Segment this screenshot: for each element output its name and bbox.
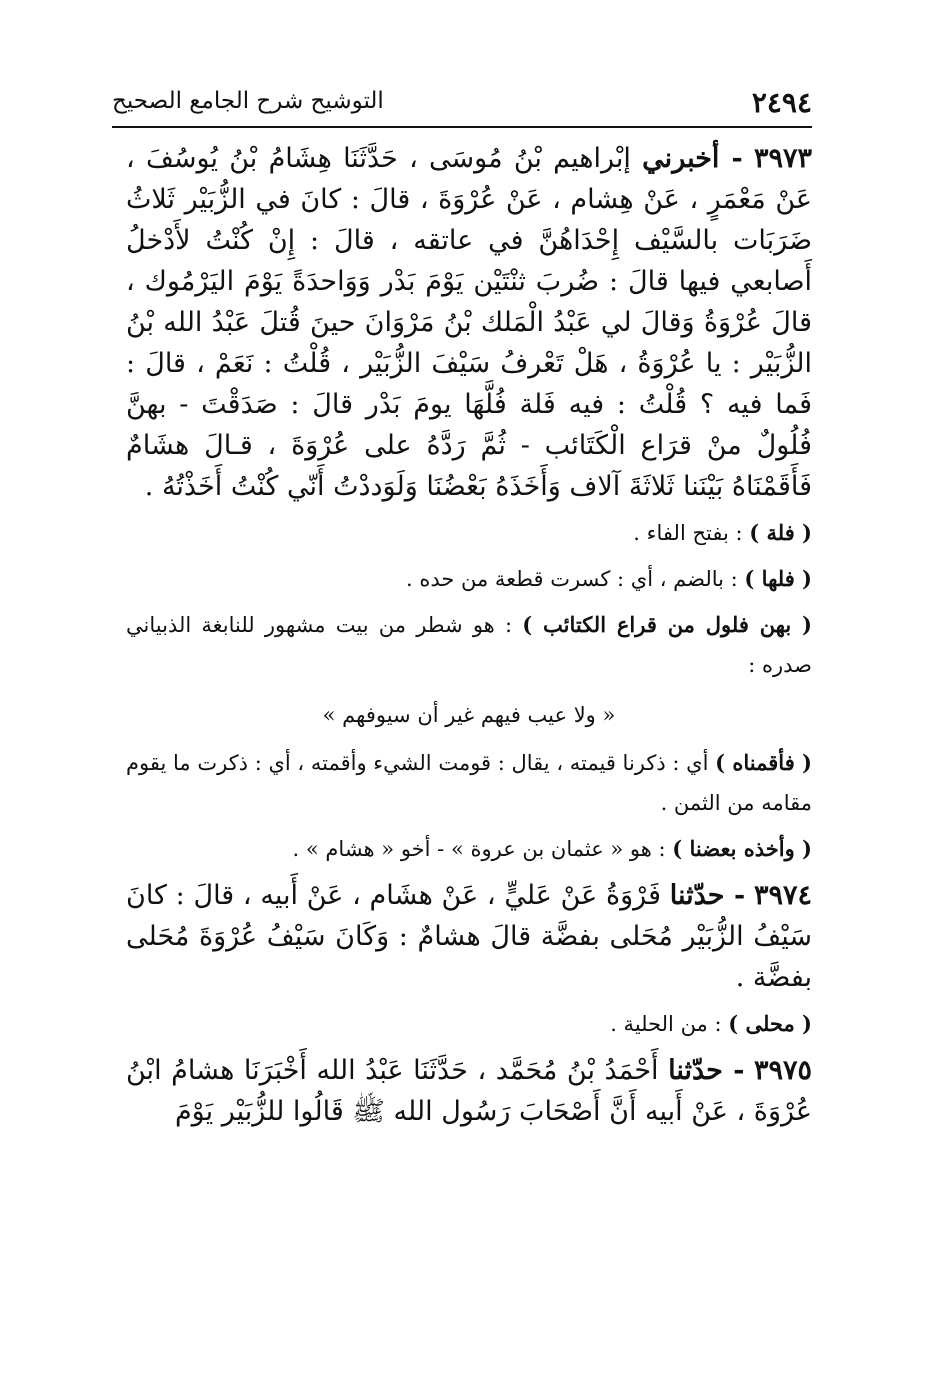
running-title: التوشيح شرح الجامع الصحيح <box>112 88 384 114</box>
commentary-note <box>126 829 812 869</box>
note-text: : من الحلية . <box>610 1012 729 1036</box>
note-term: ( بهن فلول من قراع الكتائب ) <box>522 612 812 637</box>
commentary-note <box>126 559 812 599</box>
note-term: ( وأخذه بعضنا ) <box>672 836 812 861</box>
note-text: : هو « عثمان بن عروة » - أخو « هشام » . <box>292 837 673 861</box>
commentary-note <box>126 513 812 553</box>
hadith-3973: ٣٩٧٣ - أخبرني إبْراهيم بْنُ مُوسَى ، حَدَّثَنَا هِشَامُ بْنُ يُوسُفَ ، عَنْ مَعْمَرٍ ، عَنْ هِشام ، عَنْ عُرْوَةَ ، قالَ : كانَ في الزُّبَيْر ثَلاثُ ضَرَبَات بالسَّيْف إِحْدَاهُنَّ في عاتقه ، قالَ : إِنْ كُنْتُ لأَدْخلُ أَصابعي فيها قالَ : ضُربَ ثنْتَيْن يَوْمَ بَدْر وَوَاحدَةً يَوْمَ اليَرْمُوك ، قالَ عُرْوَةُ وَقالَ لي عَبْدُ الْمَلك بْنُ مَرْوَانَ حينَ قُتلَ عَبْدُ الله بْنُ الزُّبَيْر : يا عُرْوَةُ ، هَلْ تَعْرفُ سَيْفَ الزُّبَيْر ، قُلْتُ : نَعَمْ ، قالَ : فَما فيه ؟ قُلْتُ : فيه فَلة فُلَّهَا يومَ بَدْر قالَ : صَدَقْتَ - بهنَّ فُلُولٌ منْ قرَاع الْكَتَائب - ثُمَّ رَدَّهُ على عُرْوَةَ ، قـالَ هشَامٌ فَأَقَمْنَاهُ بَيْنَنا ثَلاثَةَ آلاف وَأَخَذَهُ بَعْضُنَا وَلَوَددْتُ أَنّي كُنْتُ أَخَذْتُهُ . <box>126 143 812 502</box>
note-term: ( فلها ) <box>744 566 812 591</box>
hadith-text: إبْراهيم بْنُ مُوسَى ، حَدَّثَنَا هِشَامُ بْنُ يُوسُفَ ، عَنْ مَعْمَرٍ ، عَنْ هِشام ، عَنْ عُرْوَةَ ، قالَ : كانَ في الزُّبَيْر ثَلاثُ ضَرَبَات بالسَّيْف إِحْدَاهُنَّ في عاتقه ، قالَ : إِنْ كُنْتُ لأَدْخلُ أَصابعي فيها قالَ : ضُربَ ثنْتَيْن يَوْمَ بَدْر وَوَاحدَةً يَوْمَ اليَرْمُوك ، قالَ عُرْوَةُ وَقالَ لي عَبْدُ الْمَلك بْنُ مَرْوَانَ حينَ قُتلَ عَبْدُ الله بْنُ الزُّبَيْر : يا عُرْوَةُ ، هَلْ تَعْرفُ سَيْفَ الزُّبَيْر ، قُلْتُ : نَعَمْ ، قالَ : فَما فيه ؟ قُلْتُ : فيه فَلة فُلَّهَا يومَ بَدْر قالَ : صَدَقْتَ - بهنَّ فُلُولٌ منْ قرَاع الْكَتَائب - ثُمَّ رَدَّهُ على عُرْوَةَ ، قـالَ هشَامٌ فَأَقَمْنَاهُ بَيْنَنا ثَلاثَةَ آلاف وَأَخَذَهُ بَعْضُنَا وَلَوَددْتُ أَنّي كُنْتُ أَخَذْتُهُ . <box>126 143 812 502</box>
page-header <box>112 80 812 128</box>
commentary-note <box>126 1004 812 1044</box>
narration-verb: أخبرني <box>642 143 720 174</box>
hadith-number: ٣٩٧٥ <box>754 1055 813 1086</box>
note-term: ( فلة ) <box>749 520 812 545</box>
note-text: أي : ذكرنا قيمته ، يقال : قومت الشيء وأقمته ، أي : ذكرت ما يقوم مقامه من الثمن . <box>126 751 812 815</box>
commentary-note <box>126 743 812 823</box>
page-body <box>126 138 812 1138</box>
note-text: : هو شطر من بيت مشهور للنابغة الذبياني صدره : <box>126 613 812 677</box>
hadith-text: أَحْمَدُ بْنُ مُحَمَّد ، حَدَّثَنَا عَبْدُ الله أَخْبَرَنَا هشامُ ابْنُ عُرْوَةَ ، عَنْ أَبيه أَنَّ أَصْحَابَ رَسُول الله ﷺ قَالُوا للزُّبَيْر يَوْمَ <box>126 1055 812 1127</box>
hadith-text: فَرْوَةُ عَنْ عَليٍّ ، عَنْ هشَام ، عَنْ أَبيه ، قالَ : كانَ سَيْفُ الزُّبَيْر مُحَلى بفضَّة قالَ هشامٌ : وَكَانَ سَيْفُ عُرْوَةَ مُحَلى بفضَّة . <box>126 880 812 993</box>
narration-verb: حدّثنا <box>668 1055 723 1086</box>
note-term: ( محلى ) <box>728 1011 812 1036</box>
poetry-verse: « ولا عيب فيهم غير أن سيوفهم » <box>322 703 616 727</box>
hadith-3975: ٣٩٧٥ - حدّثنا أَحْمَدُ بْنُ مُحَمَّد ، حَدَّثَنَا عَبْدُ الله أَخْبَرَنَا هشامُ ابْنُ عُرْوَةَ ، عَنْ أَبيه أَنَّ أَصْحَابَ رَسُول الله ﷺ قَالُوا للزُّبَيْر يَوْمَ <box>126 1055 813 1127</box>
note-term: ( فأقمناه ) <box>715 750 812 775</box>
hadith-number: ٣٩٧٤ <box>753 880 812 911</box>
note-text: : بالضم ، أي : كسرت قطعة من حده . <box>405 567 745 591</box>
note-text: : بفتح الفاء . <box>633 521 750 545</box>
hadith-number: ٣٩٧٣ <box>753 143 812 174</box>
narration-verb: حدّثنا <box>669 880 725 911</box>
page-number: ٢٤٩٤ <box>751 86 812 119</box>
commentary-note <box>126 605 812 685</box>
hadith-3974: ٣٩٧٤ - حدّثنا فَرْوَةُ عَنْ عَليٍّ ، عَنْ هشَام ، عَنْ أَبيه ، قالَ : كانَ سَيْفُ الزُّبَيْر مُحَلى بفضَّة قالَ هشامٌ : وَكَانَ سَيْفُ عُرْوَةَ مُحَلى بفضَّة . <box>126 880 812 993</box>
